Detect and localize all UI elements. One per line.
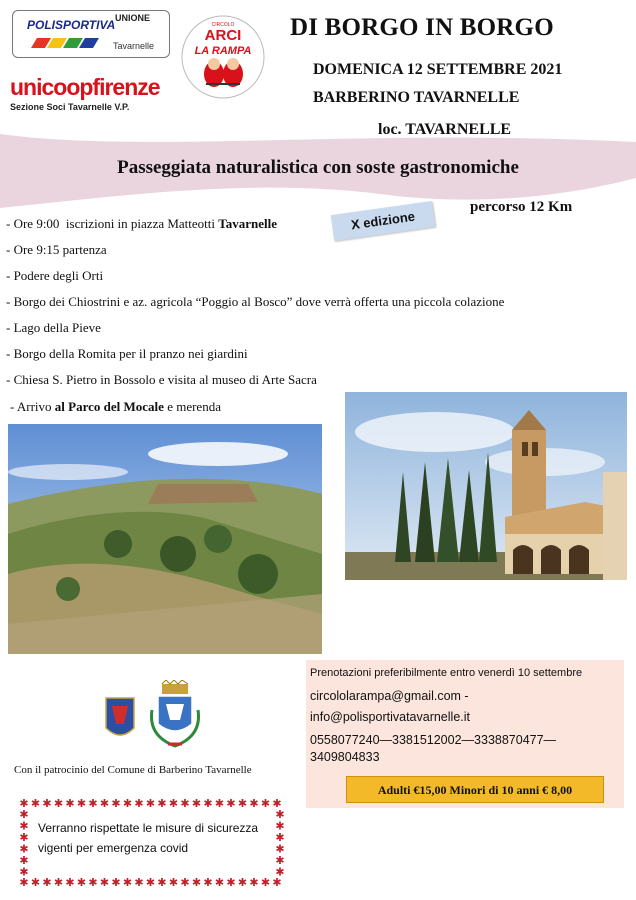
star-border-icon: ✱	[19, 854, 29, 867]
arci-top-text: CIRCOLO	[211, 22, 235, 28]
star-border-icon: ✱	[88, 797, 98, 810]
patronage-note: Con il patrocinio del Comune di Barberino Tavarnelle	[14, 764, 252, 776]
star-border-icon: ✱	[145, 876, 156, 888]
star-border-icon: ✱	[260, 797, 271, 810]
covid-notice-line1: Verranno rispettate le misure di sicurezza	[38, 821, 259, 835]
event-place: BARBERINO TAVARNELLE	[313, 89, 520, 106]
star-border-icon: ✱	[19, 808, 29, 821]
route-distance: percorso 12 Km	[470, 199, 573, 215]
star-border-icon: ✱	[272, 797, 282, 810]
star-border-icon: ✱	[180, 876, 190, 888]
star-border-icon: ✱	[249, 797, 259, 810]
star-border-icon: ✱	[122, 797, 133, 810]
star-border-icon: ✱	[275, 854, 285, 867]
star-border-icon: ✱	[145, 797, 156, 810]
star-border-icon: ✱	[275, 865, 285, 879]
star-border-icon: ✱	[275, 842, 285, 856]
banner-title: Passeggiata naturalistica con soste gastronomiche	[117, 157, 519, 178]
program-item: - Chiesa S. Pietro in Bossolo e visita al museo di Arte Sacra	[6, 372, 317, 387]
star-border-icon: ✱	[99, 797, 110, 810]
email-circolo-link[interactable]: circololarampa@gmail.com -	[310, 689, 469, 703]
event-title: DI BORGO IN BORGO	[290, 14, 554, 41]
color-stripes-icon	[31, 38, 107, 48]
star-border-icon: ✱	[134, 797, 144, 810]
municipal-coats-of-arms	[100, 680, 220, 752]
star-border-icon: ✱	[76, 797, 87, 810]
star-border-icon: ✱	[65, 876, 75, 888]
star-border-icon: ✱	[275, 819, 285, 833]
booking-box	[306, 660, 624, 808]
unicoop-wordmark: unicoopfirenze	[10, 74, 160, 100]
edition-label: X edizione	[350, 208, 416, 233]
unicoop-logo	[10, 74, 175, 114]
star-border-icon: ✱	[237, 876, 248, 888]
star-border-icon: ✱	[275, 808, 285, 821]
star-border-icon: ✱	[122, 876, 133, 888]
polisportiva-logo	[12, 10, 170, 58]
aerial-landscape-photo	[8, 424, 322, 654]
star-border-icon: ✱	[237, 797, 248, 810]
event-date: DOMENICA 12 SETTEMBRE 2021	[313, 61, 563, 78]
price-bar	[346, 776, 604, 803]
star-border-icon: ✱	[203, 876, 213, 888]
star-border-icon: ✱	[134, 876, 144, 888]
email-polisportiva-link[interactable]: info@polisportivatavarnelle.it	[310, 710, 470, 724]
star-border-icon: ✱	[30, 876, 41, 888]
arci-name-text: LA RAMPA	[194, 45, 252, 57]
polisportiva-unione: UNIONE	[115, 13, 151, 23]
star-border-icon: ✱	[19, 842, 29, 856]
star-border-icon: ✱	[111, 876, 121, 888]
arci-main-text: ARCI	[204, 27, 242, 44]
star-border-icon: ✱	[76, 876, 87, 888]
phone-numbers: 0558077240—3381512002—3338870477—3409804833	[310, 733, 557, 764]
program-item: - Ore 9:15 partenza	[6, 242, 107, 257]
program-item: - Arrivo al Parco del Mocale e merenda	[10, 399, 221, 414]
star-border-icon: ✱	[30, 797, 41, 810]
star-border-icon: ✱	[53, 876, 64, 888]
star-border-icon: ✱	[249, 876, 259, 888]
star-border-icon: ✱	[272, 876, 282, 888]
star-border-icon: ✱	[53, 797, 64, 810]
star-border-icon: ✱	[88, 876, 98, 888]
star-border-icon: ✱	[157, 797, 167, 810]
star-border-icon: ✱	[203, 797, 213, 810]
booking-note: Prenotazioni preferibilmente entro venerdì 10 settembre	[310, 667, 583, 679]
arci-la-rampa-logo	[180, 14, 266, 100]
unicoop-section: Sezione Soci Tavarnelle V.P.	[10, 102, 130, 112]
event-location: loc. TAVARNELLE	[378, 121, 512, 138]
star-border-icon: ✱	[168, 876, 179, 888]
polisportiva-name: POLISPORTIVA	[27, 18, 116, 32]
star-border-icon: ✱	[226, 797, 236, 810]
star-border-icon: ✱	[42, 797, 52, 810]
program-item: - Lago della Pieve	[6, 320, 101, 335]
program-item: - Podere degli Orti	[6, 268, 104, 283]
prices-text: Adulti €15,00 Minori di 10 anni € 8,00	[377, 783, 573, 797]
program-item: - Borgo dei Chiostrini e az. agricola “Poggio al Bosco” dove verrà offerta una piccola colazione	[6, 294, 505, 309]
program-item: - Ore 9:00 iscrizioni in piazza Matteotti Tavarnelle	[6, 216, 278, 231]
star-border-icon: ✱	[168, 797, 179, 810]
church-photo	[345, 392, 627, 580]
star-border-icon: ✱	[65, 797, 75, 810]
star-border-icon: ✱	[260, 876, 271, 888]
program-item: - Borgo della Romita per il pranzo nei giardini	[6, 346, 248, 361]
star-border-icon: ✱	[19, 865, 29, 879]
star-border-icon: ✱	[214, 797, 225, 810]
star-border-icon: ✱	[191, 797, 202, 810]
covid-notice-line2: vigenti per emergenza covid	[38, 841, 189, 855]
star-border-icon: ✱	[157, 876, 167, 888]
polisportiva-place: Tavarnelle	[113, 41, 155, 51]
star-border-icon: ✱	[214, 876, 225, 888]
star-border-icon: ✱	[180, 797, 190, 810]
star-border-icon: ✱	[19, 876, 29, 888]
star-border-icon: ✱	[19, 831, 29, 844]
star-border-icon: ✱	[42, 876, 52, 888]
star-border-icon: ✱	[99, 876, 110, 888]
star-border-icon: ✱	[275, 831, 285, 844]
star-border-icon: ✱	[19, 797, 29, 810]
star-border-icon: ✱	[111, 797, 121, 810]
star-border-icon: ✱	[191, 876, 202, 888]
star-border-icon: ✱	[226, 876, 236, 888]
star-border-icon: ✱	[19, 819, 29, 833]
barberino-coat-of-arms-icon	[106, 698, 134, 735]
tavarnelle-coat-of-arms-icon	[151, 680, 198, 746]
